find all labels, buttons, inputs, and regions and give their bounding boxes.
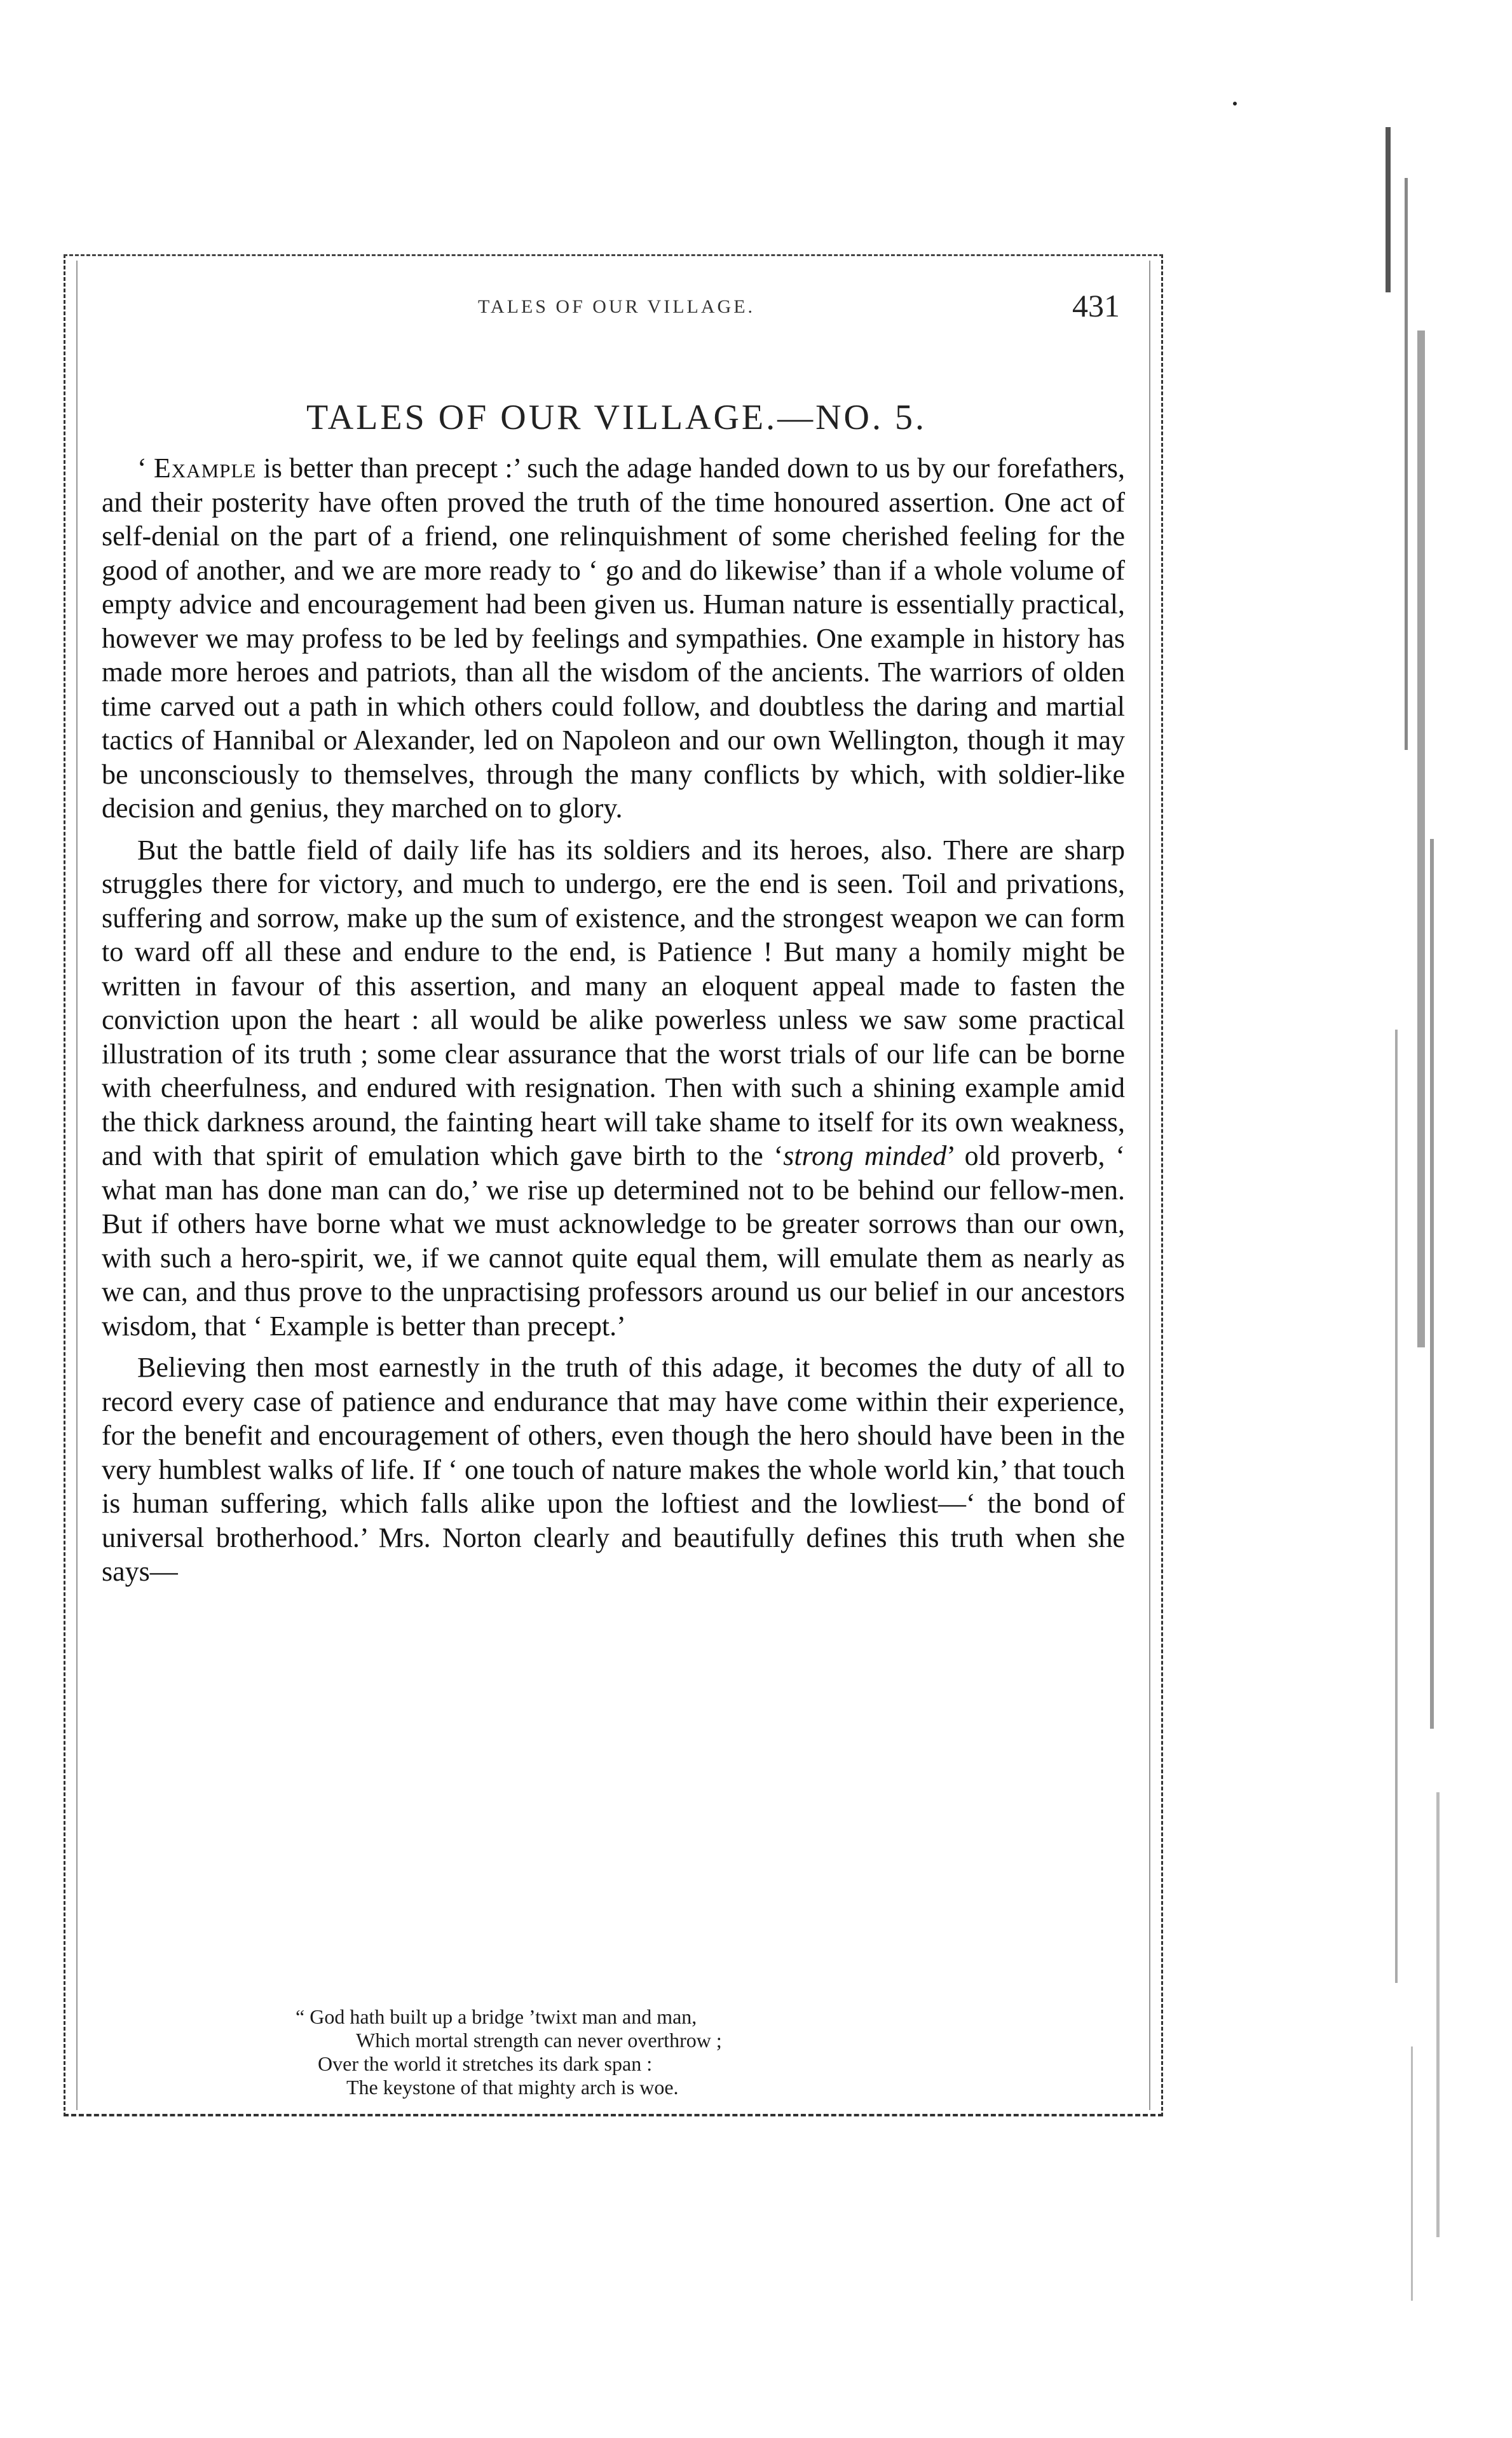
p2-italic: strong minded <box>783 1140 947 1171</box>
scan-edge-noise <box>1366 76 1462 2428</box>
scan-speck <box>1233 102 1237 106</box>
p1-text: is better than precept :’ such the adage handed down to us by our forefathers, and their posterity have often proved the truth of the time honoured assertion. One act of self-denial on the part of a friend, one relinquishment of some cherished feeling for the good of another, and we are more ready to ‘ go and do likewise’ than if a whole volume of empty advice and encouragement had been given us. Human nature is essentially practical, however we may profess to be led by feelings and sympathies. One example in history has made more heroes and patriots, than all the wisdom of the ancients. The warriors of olden time carved out a path in which others could follow, and doubtless the daring and martial tactics of Hannibal or Alexander, led on Napoleon and our own Wellington, though it may be unconsciously to themselves, through the many conflicts by which, with soldier-like decision and genius, they marched on to glory. <box>102 453 1125 824</box>
p2-text-after: ’ old proverb, ‘ what man has done man can do,’ we rise up determined not to be behind our fellow-men. But if others have borne what we must acknowledge to be greater sorrows than our own, with such a hero-spirit, we, if we cannot quite equal them, will emulate them as nearly as we can, and thus prove to the unpractising professors around us our belief in our ancestors wisdom, that ‘ Example is better than precept.’ <box>102 1140 1125 1342</box>
running-title: TALES OF OUR VILLAGE. <box>477 296 756 317</box>
poem-line: The keystone of that mighty arch is woe. <box>346 2076 679 2099</box>
p1-small-caps: Example <box>153 453 257 484</box>
poem-line: Over the world it stretches its dark span : <box>318 2052 653 2075</box>
poem-line: Which mortal strength can never overthrow ; <box>356 2029 722 2052</box>
p1-open-quote: ‘ <box>137 453 154 484</box>
running-header <box>102 287 1131 325</box>
paragraph-3: Believing then most earnestly in the truth of this adage, it becomes the duty of all to record every case of patience and endurance that may have come within their experience, for the benefit and encouragement of others, even though the hero should have been in the very humblest walks of life. If ‘ one touch of nature makes the whole world kin,’ that touch is human suffering, which falls alike upon the loftiest and the lowliest—‘ the bond of universal brotherhood.’ Mrs. Norton clearly and beautifully defines this truth when she says— <box>102 1352 1125 1587</box>
page-number: 431 <box>1072 288 1120 323</box>
paragraph-2 <box>102 833 1125 1344</box>
paragraph-1 <box>102 451 1125 826</box>
article-body <box>102 451 1125 1597</box>
poem-line: “ God hath built up a bridge ’twixt man and man, <box>296 2005 697 2028</box>
article-title: TALES OF OUR VILLAGE.—NO. 5. <box>306 398 927 437</box>
p2-text-before: But the battle field of daily life has its soldiers and its heroes, also. There are sharp struggles there for victory, and much to undergo, ere the end is seen. Toil and privations, suffering and sorrow, make up the sum of existence, and the strongest weapon we can form to ward off all these and endure to the end, is Patience ! But many a homily might be written in favour of this assertion, and many an eloquent appeal made to fasten the conviction upon the heart : all would be alike powerless unless we saw some practical illustration of its truth ; some clear assurance that the worst trials of our life can be borne with cheerfulness, and endured with resignation. Then with such a shining example amid the thick darkness around, the fainting heart will take shame to itself for its own weakness, and with that spirit of emulation which gave birth to the ‘ <box>102 834 1125 1171</box>
